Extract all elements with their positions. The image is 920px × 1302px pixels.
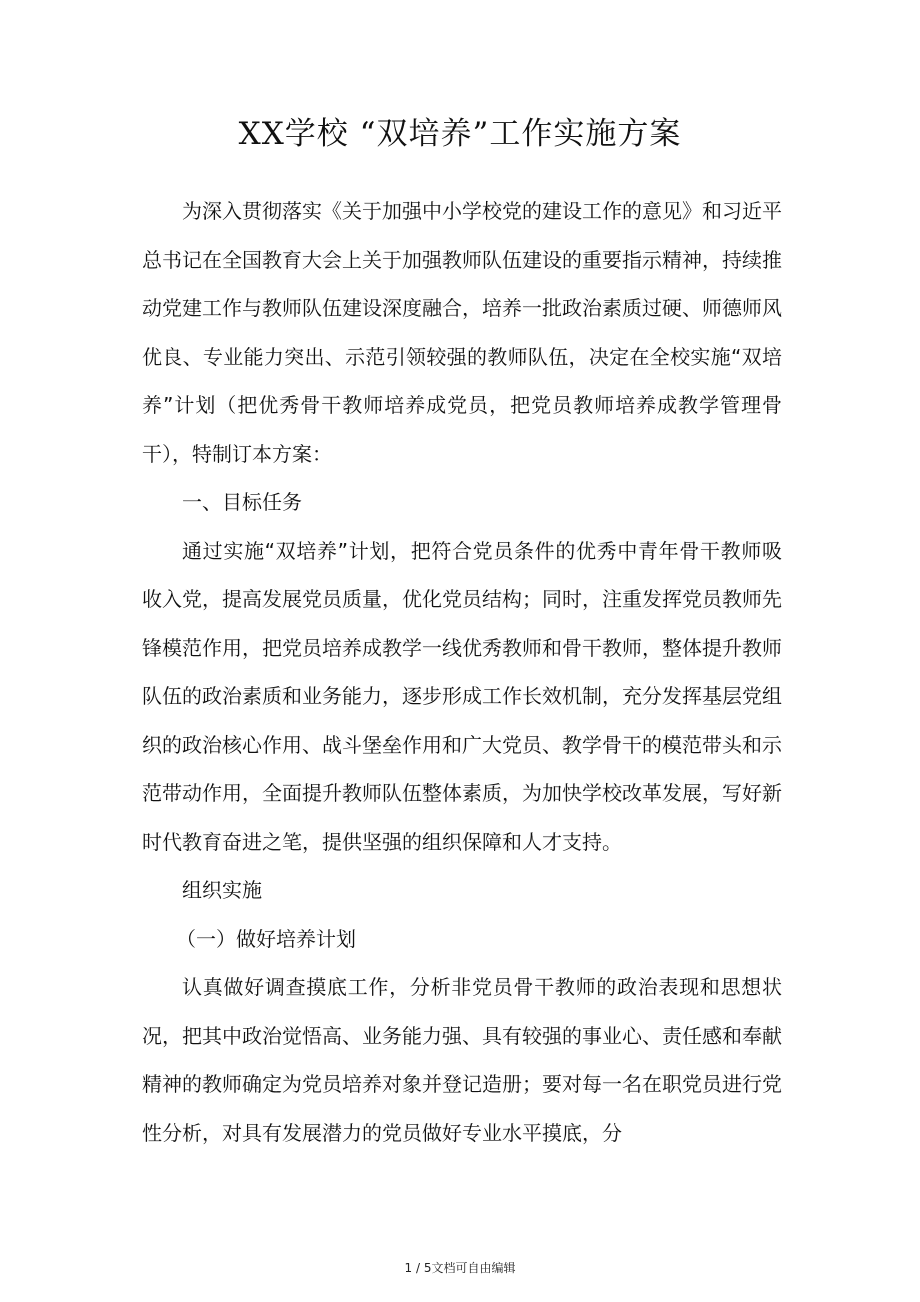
- goals-paragraph: 通过实施“双培养”计划，把符合党员条件的优秀中青年骨干教师吸收入党，提高发展党员质量，优化党员结构；同时，注重发挥党员教师先锋模范作用，把党员培养成教学一线优秀教师和骨干教师，整体提升教师队伍的政治素质和业务能力，逐步形成工作长效机制，充分发挥基层党组织的政治核心作用、战斗堡垒作用和广大党员、教学骨干的模范带头和示范带动作用，全面提升教师队伍整体素质，为加快学校改革发展，写好新时代教育奋进之笔，提供坚强的组织保障和人才支持。: [142, 538, 782, 854]
- section-heading-goals: 一、目标任务: [182, 490, 302, 514]
- document-body: [142, 187, 782, 1157]
- page-footer: 1 / 5文档可自由编辑: [404, 1261, 516, 1275]
- intro-paragraph: 为深入贯彻落实《关于加强中小学校党的建设工作的意见》和习近平总书记在全国教育大会上关于加强教师队伍建设的重要指示精神，持续推动党建工作与教师队伍建设深度融合，培养一批政治素质过硬、师德师风优良、专业能力突出、示范引领较强的教师队伍，决定在全校实施“双培养”计划（把优秀骨干教师培养成党员，把党员教师培养成教学管理骨干），特制订本方案：: [142, 199, 782, 466]
- section-heading-implementation: 组织实施: [182, 878, 262, 902]
- document-title: XX学校 “双培养”工作实施方案: [238, 116, 682, 152]
- subsection-heading-training-plan: （一）做好培养计划: [176, 926, 356, 951]
- training-plan-paragraph: 认真做好调查摸底工作，分析非党员骨干教师的政治表现和思想状况，把其中政治觉悟高、业务能力强、具有较强的事业心、责任感和奉献精神的教师确定为党员培养对象并登记造册；要对每一名在职党员进行党性分析，对具有发展潜力的党员做好专业水平摸底，分: [142, 975, 782, 1145]
